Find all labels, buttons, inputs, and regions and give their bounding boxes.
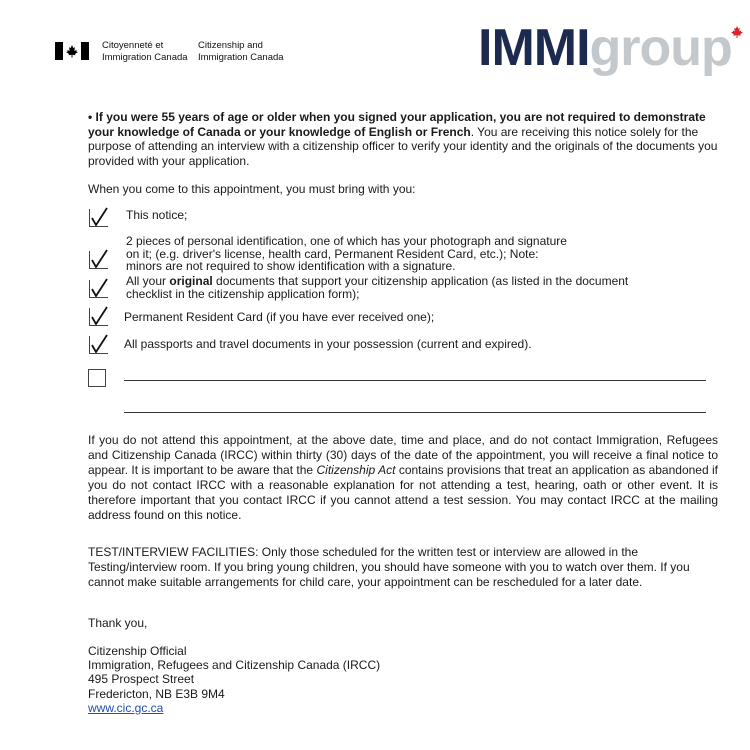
checklist-item-notice: This notice; — [126, 208, 188, 222]
checklist-item-original-documents — [126, 275, 628, 300]
intro-bold-text: • If you were 55 years of age or older when you signed your application, you are not required to demonstrate your knowledge of Canada or your knowledge of English or French — [88, 110, 706, 139]
blank-entry-line-2[interactable] — [124, 412, 706, 413]
checklist-item-pr-card: Permanent Resident Card (if you have ever received one); — [124, 310, 435, 324]
gov-en-line1: Citizenship and — [198, 40, 263, 51]
government-name-french — [102, 40, 188, 64]
original-bold: original — [169, 274, 213, 288]
government-name-english — [198, 40, 284, 64]
logo-immi: IMMI — [478, 19, 590, 77]
gov-fr-line1: Citoyenneté et — [102, 40, 164, 51]
intro-rest-text: . You are receiving this notice solely for the purpose of attending an interview with a citizenship officer to verify your identity and the originals of the documents you provided with your application. — [88, 124, 718, 168]
logo-group: group — [589, 19, 732, 77]
checkbox-checked-icon[interactable] — [88, 206, 110, 228]
original-documents-line1 — [126, 275, 628, 288]
absence-pre: If you do not attend this appointment, at the above date, time and place, and do not contact Immigration, Refugees and Citizenship Canada (IRCC) within thirty (30) days of the date of the appointment, you will receive a final notice to appear. It is important to be aware that the — [88, 433, 718, 477]
facilities-paragraph: TEST/INTERVIEW FACILITIES: Only those scheduled for the written test or interview are allowed in the Testing/interview room. If you bring young children, you should have someone with you to watch over them. If you cannot make suitable arrangements for child care, your appointment can be rescheduled for a later date. — [88, 545, 690, 589]
checkbox-checked-icon[interactable] — [88, 248, 110, 270]
gov-fr-line2: Immigration Canada — [102, 52, 188, 63]
identification-line1: 2 pieces of personal identification, one of which has your photograph and signature — [126, 234, 567, 248]
citizenship-act-italic: Citizenship Act — [316, 463, 396, 477]
blank-entry-line-1[interactable] — [124, 380, 706, 381]
original-documents-line2: checklist in the citizenship application form); — [126, 286, 360, 301]
checklist-item-identification — [126, 235, 567, 273]
checklist-item-passports: All passports and travel documents in your possession (current and expired). — [124, 337, 532, 351]
checkbox-checked-icon[interactable] — [88, 333, 110, 355]
signature-city: Fredericton, NB E3B 9M4 — [88, 686, 225, 701]
checkbox-unchecked[interactable] — [88, 369, 106, 387]
absence-post: contains provisions that treat an application as abandoned if you do not contact IRCC with a reasonable explanation for not attending a test, hearing, oath or other event. It is therefore important that you contact IRCC if you cannot attend a test session. You may contact IRCC at the mailing address found on this notice. — [88, 463, 719, 522]
original-post: documents that support your citizenship application (as listed in the document — [212, 274, 629, 288]
closing-text: Thank you, — [88, 616, 148, 630]
checkbox-checked-icon[interactable] — [88, 305, 110, 327]
gov-en-line2: Immigration Canada — [198, 52, 284, 63]
signature-block — [88, 644, 718, 715]
signature-street: 495 Prospect Street — [88, 672, 195, 687]
signature-org: Immigration, Refugees and Citizenship Canada (IRCC) — [88, 658, 381, 673]
canada-flag-icon — [55, 42, 89, 60]
maple-leaf-icon — [730, 26, 744, 40]
checkbox-checked-icon[interactable] — [88, 277, 110, 299]
identification-line2: on it; (e.g. driver's license, health card, Permanent Resident Card, etc.); Note: — [126, 246, 539, 261]
original-pre: All your — [126, 274, 170, 288]
signature-name: Citizenship Official — [88, 644, 187, 658]
bring-heading: When you come to this appointment, you must bring with you: — [88, 182, 416, 196]
intro-paragraph — [88, 110, 718, 168]
website-link[interactable]: www.cic.gc.ca — [88, 700, 164, 715]
absence-paragraph — [88, 433, 718, 523]
immigroup-logo — [478, 18, 732, 78]
identification-line3: minors are not required to show identification with a signature. — [126, 259, 456, 273]
